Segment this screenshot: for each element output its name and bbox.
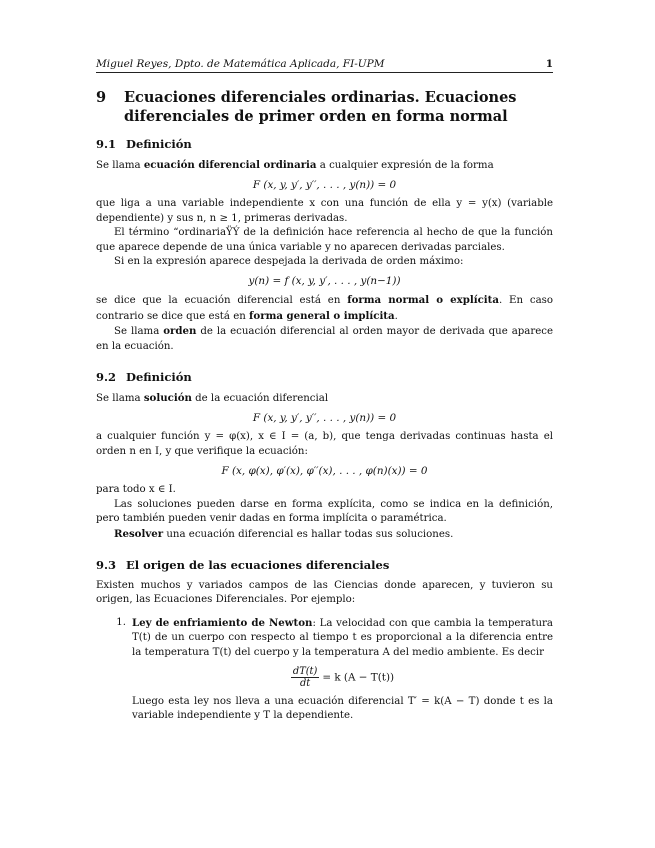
page	[96, 56, 553, 724]
term-bold: solución	[143, 392, 192, 405]
text: . En caso contrario se dice que está en	[96, 295, 554, 322]
paragraph	[132, 616, 553, 660]
fraction-numerator: dT(t)	[292, 665, 318, 677]
paragraph: El término “ordinariaŸÝ de la definición hace referencia al hecho de que la función que aparece depende de una única variable y no aparecen derivadas parciales.	[96, 227, 553, 253]
subsection-heading-9-3	[96, 558, 553, 572]
equation-rhs: = k (A − T(t))	[322, 671, 395, 684]
paragraph: Las soluciones pueden darse en forma explícita, como se indica en la definición, pero también pueden venir dadas en forma implícita o paramétrica.	[96, 498, 553, 525]
text: : La velocidad con que cambia la temperatura T(t) de un cuerpo con respecto al tiempo t es proporcional a la diferencia entre la temperatura T(t) del cuerpo y la temperatura A del medio ambiente. Es decir	[132, 617, 553, 658]
fraction	[291, 666, 319, 689]
text: Se llama	[96, 393, 144, 405]
paragraph: Si en la expresión aparece despejada la derivada de orden máximo:	[114, 256, 464, 268]
subsection-title: Definición	[126, 370, 192, 385]
running-title: Miguel Reyes, Dpto. de Matemática Aplicada, FI-UPM	[96, 58, 385, 70]
subsection-number: 9.1	[96, 137, 117, 151]
paragraph	[96, 527, 553, 542]
page-number: 1	[545, 58, 553, 70]
subsection-title: Definición	[126, 137, 192, 151]
paragraph	[96, 391, 553, 406]
subsection-number: 9.2	[96, 370, 117, 385]
subsection-heading-9-1	[96, 137, 553, 151]
paragraph: Luego esta ley nos lleva a una ecuación diferencial T′ = k(A − T) donde t es la variable independiente y T la dependiente.	[132, 695, 553, 722]
paragraph	[96, 324, 553, 354]
subsection-title: El origen de las ecuaciones diferenciales	[126, 557, 390, 572]
paragraph	[96, 293, 553, 324]
text: Se llama	[96, 160, 144, 171]
equation: y(n) = f (x, y, y′, . . . , y(n−1))	[248, 275, 401, 288]
subsection-heading-9-2	[96, 370, 553, 384]
paragraph: a cualquier función y = φ(x), x ∈ I = (a, b), que tenga derivadas continuas hasta el orden n en I, y que verifique la ecuación:	[96, 431, 553, 457]
equation	[132, 666, 553, 689]
fraction-denominator: dt	[300, 677, 311, 689]
text: .	[394, 310, 398, 322]
text: de la ecuación diferencial	[191, 393, 329, 405]
section-title: Ecuaciones diferenciales ordinarias. Ecuaciones diferenciales de primer orden en forma normal	[124, 89, 517, 125]
running-header	[96, 56, 553, 73]
paragraph: para todo x ∈ I.	[96, 484, 176, 496]
paragraph	[96, 158, 553, 173]
term-bold: Resolver	[114, 527, 164, 540]
list-item	[96, 616, 553, 724]
subsection-number: 9.3	[96, 557, 117, 572]
term-bold: forma normal o explícita	[347, 294, 499, 307]
term-bold: forma general o implícita	[249, 309, 395, 322]
text: una ecuación diferencial es hallar todas sus soluciones.	[163, 528, 454, 540]
term-bold: orden	[163, 325, 197, 338]
equation: F (x, y, y′, y′′, . . . , y(n)) = 0	[252, 412, 397, 425]
term-bold: Ley de enfriamiento de Newton	[132, 616, 313, 629]
list-marker: 1.	[116, 616, 126, 628]
text: a cualquier expresión de la forma	[316, 160, 494, 171]
equation: F (x, φ(x), φ′(x), φ′′(x), . . . , φ(n)(x)) = 0	[221, 465, 428, 478]
paragraph: Existen muchos y variados campos de las Ciencias donde aparecen, y tuvieron su origen, las Ecuaciones Diferenciales. Por ejemplo:	[96, 579, 553, 606]
text: de la ecuación diferencial al orden mayor de derivada que aparece en la ecuación.	[96, 326, 553, 352]
paragraph: que liga a una variable independiente x con una función de ella y = y(x) (variable dependiente) y sus n, n ≥ 1, primeras derivadas.	[96, 198, 553, 224]
term-bold: ecuación diferencial ordinaria	[143, 159, 317, 171]
section-number: 9	[96, 89, 107, 106]
section-heading	[96, 88, 553, 126]
text: se dice que la ecuación diferencial está en	[96, 295, 348, 307]
text: Se llama	[114, 326, 164, 338]
equation: F (x, y, y′, y′′, . . . , y(n)) = 0	[252, 179, 397, 192]
